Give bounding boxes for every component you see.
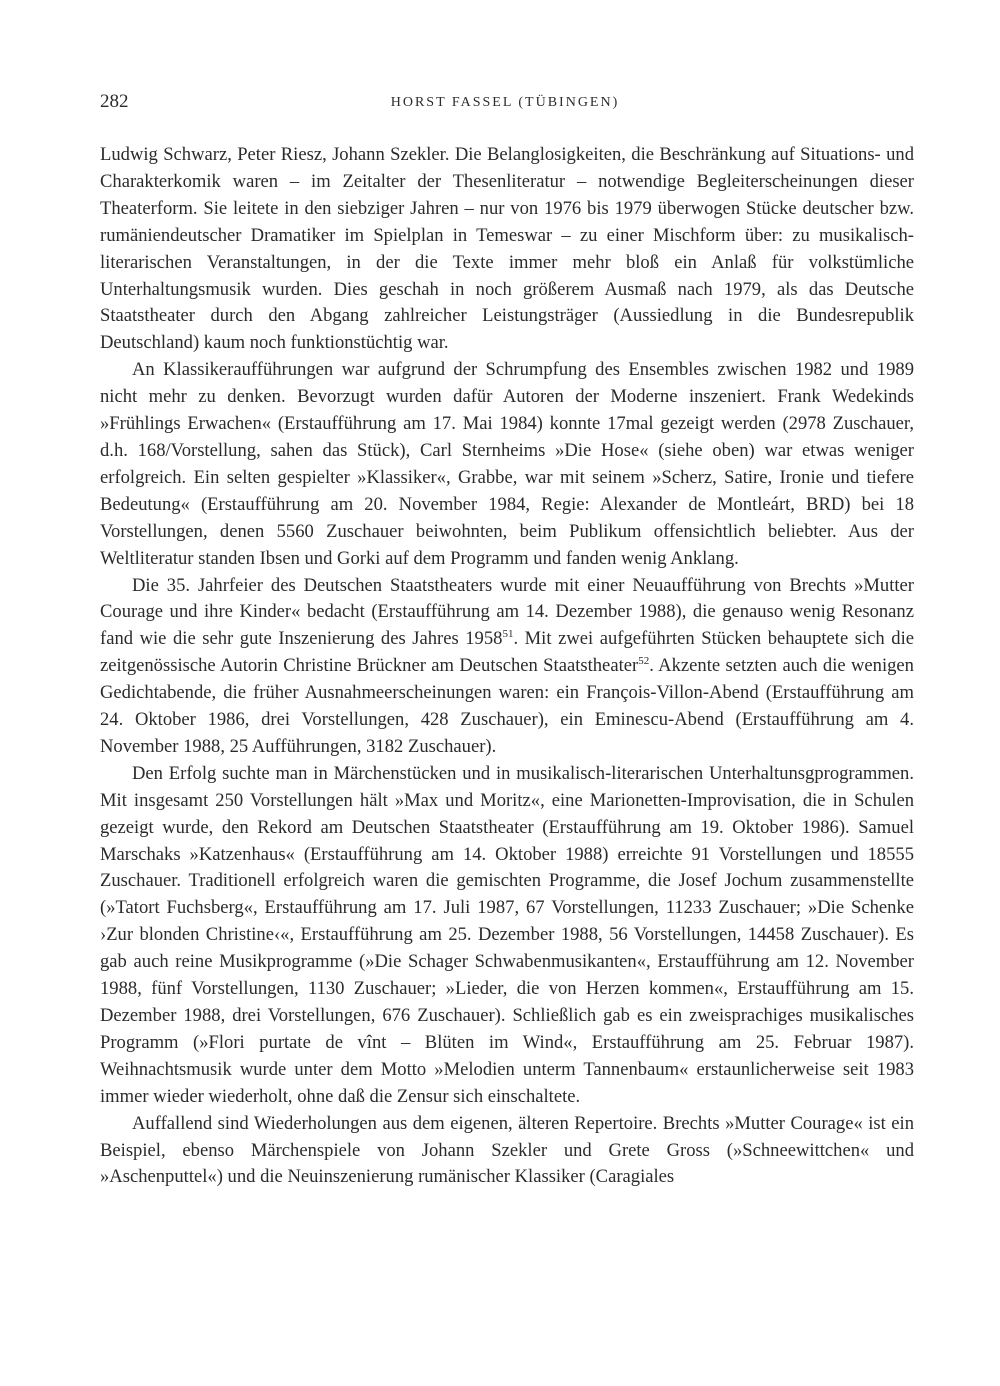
paragraph-3-text-a: Die 35. Jahrfeier des Deutschen Staatstheaters wurde mit einer Neuaufführung von Brechts »Mutter Courage und ihre Kinder« bedacht (Erstaufführung am 14. Dezember 1988), die genauso wenig Resonanz fand wie die sehr gute Inszenierung des Jahres 1958 [100, 574, 914, 650]
footnote-ref-52: 52 [638, 655, 650, 668]
paragraph-5: Auffallend sind Wiederholungen aus dem eigenen, älteren Repertoire. Brechts »Mutter Courage« ist ein Beispiel, ebenso Märchenspiele von Johann Szekler und Grete Gross (»Schneewittchen« und »Aschenputtel«) und die Neuinszenierung rumänischer Klassiker (Caragiales [100, 1112, 914, 1188]
paragraph-1: Ludwig Schwarz, Peter Riesz, Johann Szekler. Die Belanglosigkeiten, die Beschränkung auf Situations- und Charakterkomik waren – im Zeitalter der Thesenliteratur – notwendige Begleiterscheinungen dieser Theaterform. Sie leitete in den siebziger Jahren – nur von 1976 bis 1979 überwogen Stücke deutscher bzw. rumäniendeutscher Dramatiker im Spielplan in Temeswar – zu einer Mischform über: zu musikalisch-literarischen Veranstaltungen, in der die Texte immer mehr bloß ein Anlaß für volkstümliche Unterhaltungsmusik wurden. Dies geschah in noch größerem Ausmaß nach 1979, als das Deutsche Staatstheater durch den Abgang zahlreicher Leistungsträger (Aussiedlung in die Bundesrepublik Deutschland) kaum noch funktionstüchtig war. [100, 144, 914, 354]
running-title: HORST FASSEL (TÜBINGEN) [390, 95, 620, 110]
running-head [100, 90, 910, 118]
body-text [100, 142, 914, 1191]
paragraph-3-text-c: . Akzente setzten auch die wenigen Gedichtabende, die früher Ausnahmeerscheinungen waren: ein François-Villon-Abend (Erstaufführung am 24. Oktober 1986, drei Vorstellungen, 428 Zuschauer), ein Eminescu-Abend (Erstaufführung am 4. November 1988, 25 Aufführungen, 3182 Zuschauer). [100, 655, 914, 757]
paragraph-3-text-b: . Mit zwei aufgeführten Stücken behauptete sich die zeitgenössische Autorin Christine Brückner am Deutschen Staatstheater [100, 628, 914, 677]
paragraph-2: An Klassikeraufführungen war aufgrund der Schrumpfung des Ensembles zwischen 1982 und 1989 nicht mehr zu denken. Bevorzugt wurden dafür Autoren der Moderne inszeniert. Frank Wedekinds »Frühlings Erwachen« (Erstaufführung am 17. Mai 1984) konnte 17mal gezeigt werden (2978 Zuschauer, d.h. 168/Vorstellung, sahen das Stück), Carl Sternheims »Die Hose« (siehe oben) war etwas weniger erfolgreich. Ein selten gespielter »Klassiker«, Grabbe, war mit seinem »Scherz, Satire, Ironie und tiefere Bedeutung« (Erstaufführung am 20. November 1984, Regie: Alexander de Montleárt, BRD) bei 18 Vorstellungen, denen 5560 Zuschauer beiwohnten, beim Publikum offensichtlich beliebter. Aus der Weltliteratur standen Ibsen und Gorki auf dem Programm und fanden wenig Anklang. [100, 359, 914, 569]
page-number: 282 [100, 91, 129, 112]
footnote-ref-51: 51 [502, 628, 514, 641]
paragraph-4: Den Erfolg suchte man in Märchenstücken und in musikalisch-literarischen Unterhaltunsgprogrammen. Mit insgesamt 250 Vorstellungen hält »Max und Moritz«, eine Marionetten-Improvisation, die in Schulen gezeigt wurde, den Rekord am Deutschen Staatstheater (Erstaufführung am 19. Oktober 1986). Samuel Marschaks »Katzenhaus« (Erstaufführung am 14. Oktober 1988) erreichte 91 Vorstellungen und 18555 Zuschauer. Traditionell erfolgreich waren die gemischten Programme, die Josef Jochum zusammenstellte (»Tatort Fuchsberg«, Erstaufführung am 17. Juli 1987, 67 Vorstellungen, 11233 Zuschauer; »Die Schenke ›Zur blonden Christine‹«, Erstaufführung am 25. Dezember 1988, 56 Vorstellungen, 14458 Zuschauer). Es gab auch reine Musikprogramme (»Die Schager Schwabenmusikanten«, Erstaufführung am 12. November 1988, fünf Vorstellungen, 1130 Zuschauer; »Lieder, die von Herzen kommen«, Erstaufführung am 15. Dezember 1988, drei Vorstellungen, 676 Zuschauer). Schließlich gab es ein zweisprachiges musikalisches Programm (»Flori purtate de vînt – Blüten im Wind«, Erstaufführung am 25. Februar 1987). Weihnachtsmusik wurde unter dem Motto »Melodien unterm Tannenbaum« erstaunlicherweise seit 1983 immer wieder wiederholt, ohne daß die Zensur sich einschaltete. [100, 762, 914, 1107]
paragraph-3 [100, 573, 914, 761]
